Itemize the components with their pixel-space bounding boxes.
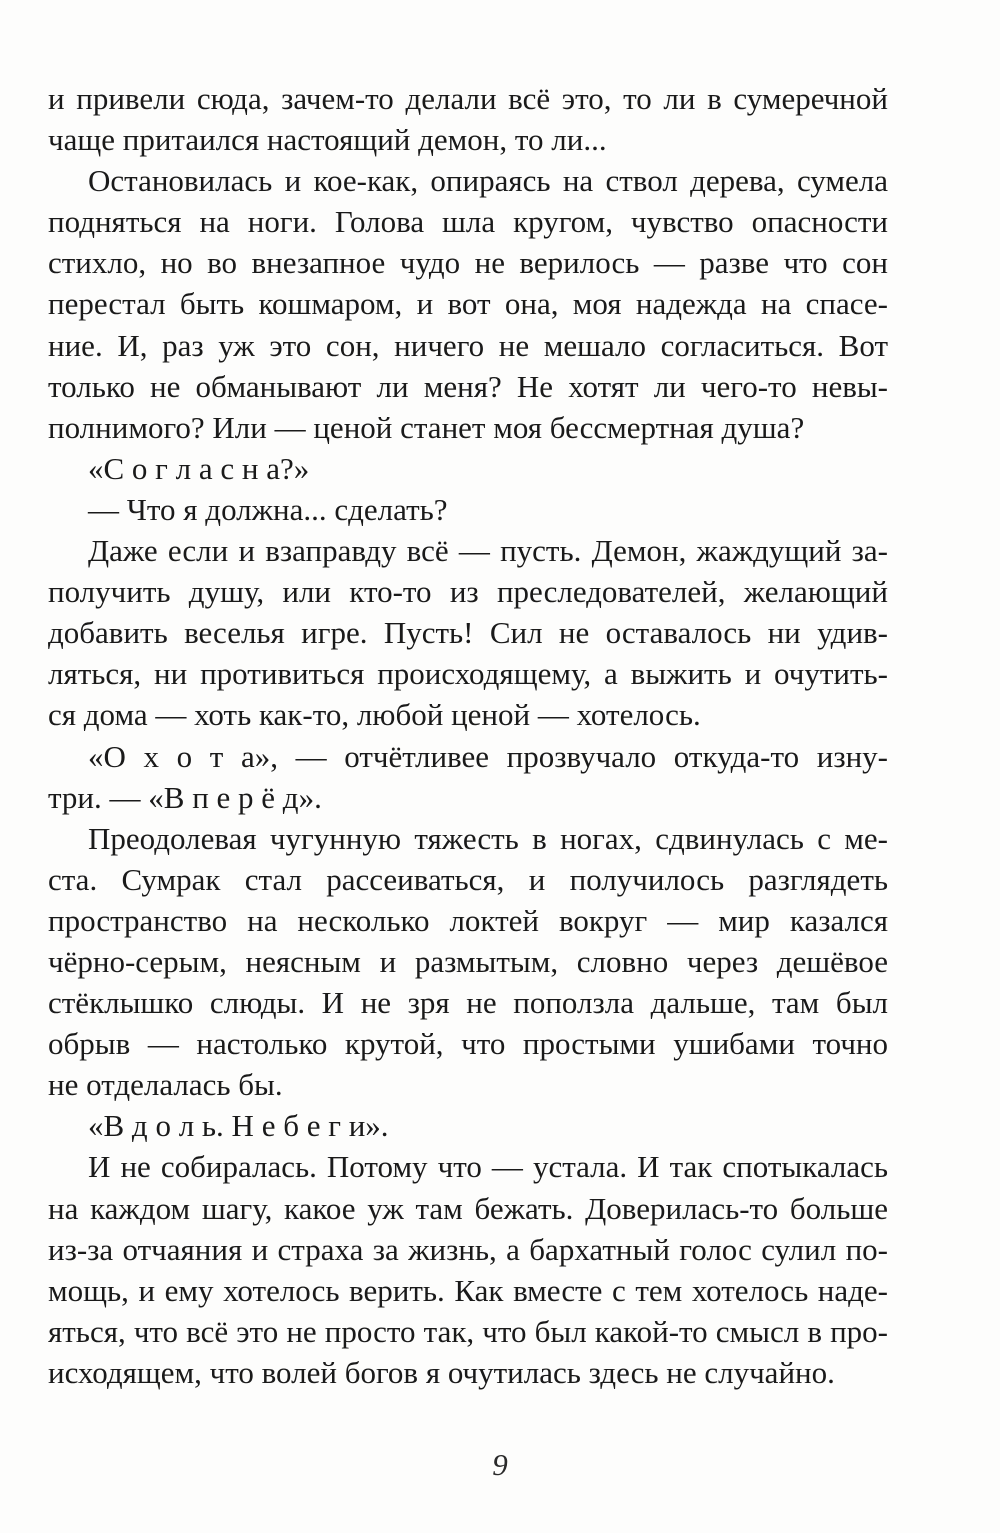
text-line: и привели сюда, зачем-то делали всё это, то ли в сумеречной (48, 81, 888, 116)
body-text (48, 78, 888, 1393)
text-line: полнимого? Или — ценой станет моя бессмертная душа? (48, 409, 805, 445)
text-line: из-за отчаяния и страха за жизнь, а бархатный голос сулил по- (48, 1231, 888, 1267)
text-line: стёклышко слюды. И не зря не поползла дальше, там был (48, 985, 888, 1021)
text-line: подняться на ноги. Голова шла кругом, чувство опасности (48, 204, 888, 240)
text-line: Преодолевая чугунную тяжесть в ногах, сдвинулась с ме- (88, 820, 888, 856)
text-line: исходящем, что волей богов я очутилась здесь не случайно. (48, 1354, 835, 1390)
text-line: «В д о л ь. Н е б е г и». (88, 1108, 389, 1144)
text-line: ся дома — хоть как-то, любой ценой — хотелось. (48, 697, 701, 733)
text-line: — Что я должна... сделать? (88, 491, 448, 527)
text-line: только не обманывают ли меня? Не хотят ли чего-то невы- (48, 368, 888, 404)
text-line: Даже если и взаправду всё — пусть. Демон, жаждущий за- (88, 533, 888, 569)
page-number: 9 (492, 1447, 508, 1482)
text-line: яться, что всё это не просто так, что был какой-то смысл в про- (48, 1313, 888, 1349)
text-line: ние. И, раз уж это сон, ничего не мешало согласиться. Вот (48, 327, 888, 363)
text-line: пространство на несколько локтей вокруг — мир казался (48, 902, 888, 938)
text-line: ляться, ни противиться происходящему, а выжить и очутить- (48, 656, 888, 692)
text-line: мощь, и ему хотелось верить. Как вместе с тем хотелось наде- (48, 1272, 888, 1308)
text-line: «О х о т а», — отчётливее прозвучало откуда-то изну- (88, 738, 888, 774)
text-line: перестал быть кошмаром, и вот она, моя надежда на спасе- (48, 286, 888, 322)
text-line: «С о г л а с н а?» (88, 450, 310, 486)
text-line: добавить веселья игре. Пусть! Сил не оставалось ни удив- (48, 615, 888, 651)
text-line: Остановилась и кое-как, опираясь на ствол дерева, сумела (88, 163, 888, 199)
text-line: не отделалась бы. (48, 1067, 283, 1103)
text-line: на каждом шагу, какое уж там бежать. Доверилась-то больше (48, 1190, 888, 1226)
text-line: три. — «В п е р ё д». (48, 779, 322, 815)
text-line: ста. Сумрак стал рассеиваться, и получилось разглядеть (48, 861, 888, 897)
text-line: обрыв — настолько крутой, что простыми ушибами точно (48, 1026, 888, 1062)
text-line: чёрно-серым, неясным и размытым, словно через дешёвое (48, 943, 888, 979)
text-line: чаще притаился настоящий демон, то ли... (48, 122, 607, 158)
text-line: И не собиралась. Потому что — устала. И так спотыкалась (88, 1149, 888, 1185)
text-line: стихло, но во внезапное чудо не верилось — разве что сон (48, 245, 888, 281)
text-line: получить душу, или кто-то из преследователей, желающий (48, 574, 888, 610)
